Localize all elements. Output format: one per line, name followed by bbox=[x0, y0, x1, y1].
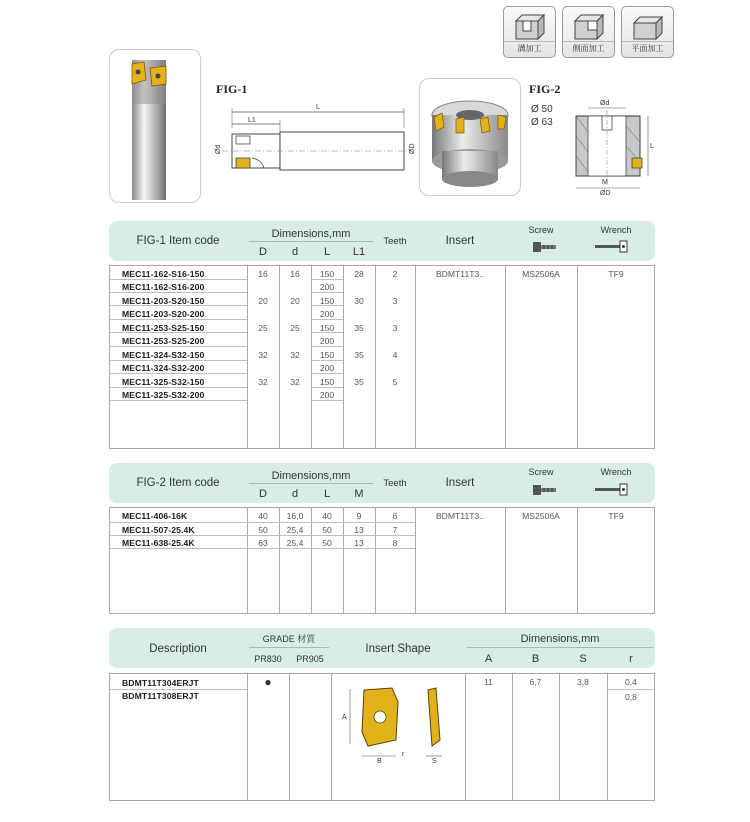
cell-d: 16 bbox=[290, 269, 300, 279]
fig1-D-label: ØD bbox=[409, 143, 416, 154]
col-screw: Screw bbox=[528, 225, 554, 235]
col-insert: Insert bbox=[445, 235, 475, 247]
grade-dot: ● bbox=[264, 675, 272, 689]
cell-d: 25,4 bbox=[286, 525, 304, 535]
cell-D: 32 bbox=[258, 377, 268, 387]
table1-dimensions-header: Dimensions,mm bbox=[271, 228, 351, 240]
cell-screw: MS2506A bbox=[522, 269, 560, 279]
table1-row-code: MEC11-162-S16-150 bbox=[122, 269, 205, 279]
insert-shape-drawing bbox=[340, 684, 460, 764]
table1-row-code: MEC11-162-S16-200 bbox=[122, 282, 205, 292]
col-screw: Screw bbox=[528, 467, 554, 477]
cell-insert: BDMT11T3.. bbox=[435, 511, 485, 521]
cell-teeth: 3 bbox=[392, 296, 398, 306]
cell-L1: 35 bbox=[354, 377, 364, 387]
cell-L: 150 bbox=[319, 323, 335, 333]
wrench-icon bbox=[594, 239, 634, 255]
col-insert: Insert bbox=[445, 477, 475, 489]
fig2-label: FIG-2 bbox=[529, 82, 561, 96]
fig2-sizes bbox=[531, 103, 553, 129]
slot-milling-icon bbox=[512, 11, 548, 41]
fig1-label: FIG-1 bbox=[216, 82, 248, 96]
face-mill-image bbox=[420, 79, 520, 195]
screw-icon bbox=[532, 482, 558, 498]
screw-icon bbox=[532, 239, 558, 255]
fig2-photo bbox=[419, 78, 521, 196]
end-mill-image bbox=[110, 50, 200, 202]
fig1-photo bbox=[109, 49, 201, 203]
op-label: 溝加工 bbox=[504, 41, 555, 54]
cell-D: 20 bbox=[258, 296, 268, 306]
col-L1: L1 bbox=[352, 246, 366, 258]
col-pr905: PR905 bbox=[296, 654, 324, 664]
table1-row-code: MEC11-325-S32-150 bbox=[122, 377, 205, 387]
col-d: d bbox=[291, 488, 299, 500]
cell-d: 32 bbox=[290, 377, 300, 387]
col-B: B bbox=[531, 653, 540, 665]
cell-d: 20 bbox=[290, 296, 300, 306]
cell-D: 40 bbox=[258, 511, 268, 521]
cell-M: 13 bbox=[354, 525, 364, 535]
cell-screw: MS2506A bbox=[522, 511, 560, 521]
cell-teeth: 6 bbox=[392, 511, 398, 521]
cell-L: 150 bbox=[319, 269, 335, 279]
fig2-d-label: Ød bbox=[600, 100, 610, 107]
cell-L: 150 bbox=[319, 350, 335, 360]
face-milling-op bbox=[621, 6, 674, 58]
fig2-size: Ø 63 bbox=[531, 117, 553, 128]
cell-B: 6,7 bbox=[529, 677, 542, 687]
col-L: L bbox=[323, 246, 331, 258]
side-milling-op bbox=[562, 6, 615, 58]
table1-itemcode-header: FIG-1 Item code bbox=[136, 235, 220, 247]
cell-M: 9 bbox=[356, 511, 362, 521]
fig1-drawing bbox=[212, 98, 418, 190]
table1-row-code: MEC11-324-S32-200 bbox=[122, 363, 205, 373]
table1-row-code: MEC11-253-S25-150 bbox=[122, 323, 205, 333]
cell-d: 25 bbox=[290, 323, 300, 333]
fig1-L1-label: L1 bbox=[248, 117, 256, 124]
cell-d: 32 bbox=[290, 350, 300, 360]
table2-row-code: MEC11-406-16K bbox=[122, 511, 188, 521]
shape-A-label: A bbox=[342, 714, 347, 721]
fig2-size: Ø 50 bbox=[531, 104, 553, 115]
divider bbox=[249, 483, 373, 484]
cell-L: 200 bbox=[319, 363, 335, 373]
cell-teeth: 3 bbox=[392, 323, 398, 333]
cell-L1: 35 bbox=[354, 350, 364, 360]
table2-body bbox=[109, 507, 655, 614]
cell-L: 200 bbox=[319, 309, 335, 319]
fig1-d-label: Ød bbox=[215, 144, 222, 154]
cell-wrench: TF9 bbox=[608, 269, 624, 279]
table3-row-code: BDMT11T304ERJT bbox=[122, 678, 199, 688]
side-milling-icon bbox=[571, 11, 607, 41]
col-D: D bbox=[259, 488, 267, 500]
table2-row-code: MEC11-507-25.4K bbox=[122, 525, 195, 535]
table1-row-code: MEC11-203-S20-150 bbox=[122, 296, 205, 306]
table3-dimensions-header: Dimensions,mm bbox=[520, 633, 600, 645]
fig2-M-label: M bbox=[602, 179, 608, 186]
slot-milling-op bbox=[503, 6, 556, 58]
cell-L1: 28 bbox=[354, 269, 364, 279]
fig2-L-label: L bbox=[650, 143, 654, 150]
op-label: 側面加工 bbox=[563, 41, 614, 54]
cell-teeth: 5 bbox=[392, 377, 398, 387]
cell-D: 32 bbox=[258, 350, 268, 360]
cell-teeth: 4 bbox=[392, 350, 398, 360]
cell-L: 200 bbox=[319, 282, 335, 292]
cell-D: 63 bbox=[258, 538, 268, 548]
cell-teeth: 7 bbox=[392, 525, 398, 535]
table1-row-code: MEC11-325-S32-200 bbox=[122, 390, 205, 400]
cell-L: 200 bbox=[319, 336, 335, 346]
col-M: M bbox=[354, 488, 364, 500]
col-wrench: Wrench bbox=[600, 225, 632, 235]
cell-L: 50 bbox=[322, 525, 332, 535]
face-milling-icon bbox=[630, 11, 666, 41]
shape-r-label: r bbox=[402, 751, 405, 758]
cell-D: 50 bbox=[258, 525, 268, 535]
col-description: Description bbox=[149, 643, 207, 655]
cell-teeth: 2 bbox=[392, 269, 398, 279]
divider bbox=[249, 647, 329, 648]
cell-insert: BDMT11T3.. bbox=[435, 269, 485, 279]
col-pr830: PR830 bbox=[254, 654, 282, 664]
shape-B-label: B bbox=[377, 758, 382, 764]
col-r: r bbox=[629, 653, 633, 665]
fig2-D-label: ØD bbox=[600, 190, 611, 196]
cell-L1: 30 bbox=[354, 296, 364, 306]
cell-L: 50 bbox=[322, 538, 332, 548]
cell-d: 16,0 bbox=[286, 511, 304, 521]
cell-r: 0,8 bbox=[625, 692, 637, 702]
table1-row-code: MEC11-324-S32-150 bbox=[122, 350, 205, 360]
col-L: L bbox=[323, 488, 331, 500]
wrench-icon bbox=[594, 482, 634, 498]
col-D: D bbox=[259, 246, 267, 258]
cell-teeth: 8 bbox=[392, 538, 398, 548]
cell-L: 200 bbox=[319, 390, 335, 400]
cell-D: 25 bbox=[258, 323, 268, 333]
cell-L: 150 bbox=[319, 296, 335, 306]
cell-D: 16 bbox=[258, 269, 268, 279]
col-teeth: Teeth bbox=[383, 236, 407, 247]
col-grade: GRADE 材質 bbox=[262, 634, 316, 644]
table2-itemcode-header: FIG-2 Item code bbox=[136, 477, 220, 489]
table2-dimensions-header: Dimensions,mm bbox=[271, 470, 351, 482]
cell-A: 11 bbox=[484, 677, 493, 687]
op-label: 平面加工 bbox=[622, 41, 673, 54]
table3-row-code: BDMT11T308ERJT bbox=[122, 691, 199, 701]
table1-row-code: MEC11-203-S20-200 bbox=[122, 309, 205, 319]
fig2-drawing bbox=[564, 96, 664, 196]
table1-row-code: MEC11-253-S25-200 bbox=[122, 336, 205, 346]
divider bbox=[249, 241, 373, 242]
fig1-L-label: L bbox=[316, 104, 320, 111]
col-wrench: Wrench bbox=[600, 467, 632, 477]
divider bbox=[467, 647, 653, 648]
cell-d: 25,4 bbox=[286, 538, 304, 548]
cell-L: 40 bbox=[322, 511, 332, 521]
cell-L: 150 bbox=[319, 377, 335, 387]
cell-r: 0,4 bbox=[625, 677, 637, 687]
cell-S: 3,8 bbox=[577, 677, 589, 687]
shape-S-label: S bbox=[432, 758, 437, 764]
col-teeth: Teeth bbox=[383, 478, 407, 489]
table2-row-code: MEC11-638-25.4K bbox=[122, 538, 195, 548]
cell-wrench: TF9 bbox=[608, 511, 624, 521]
col-d: d bbox=[291, 246, 299, 258]
col-insert-shape: Insert Shape bbox=[365, 643, 431, 655]
cell-M: 13 bbox=[354, 538, 364, 548]
col-S: S bbox=[579, 653, 587, 665]
cell-L1: 35 bbox=[354, 323, 364, 333]
col-A: A bbox=[484, 653, 493, 665]
